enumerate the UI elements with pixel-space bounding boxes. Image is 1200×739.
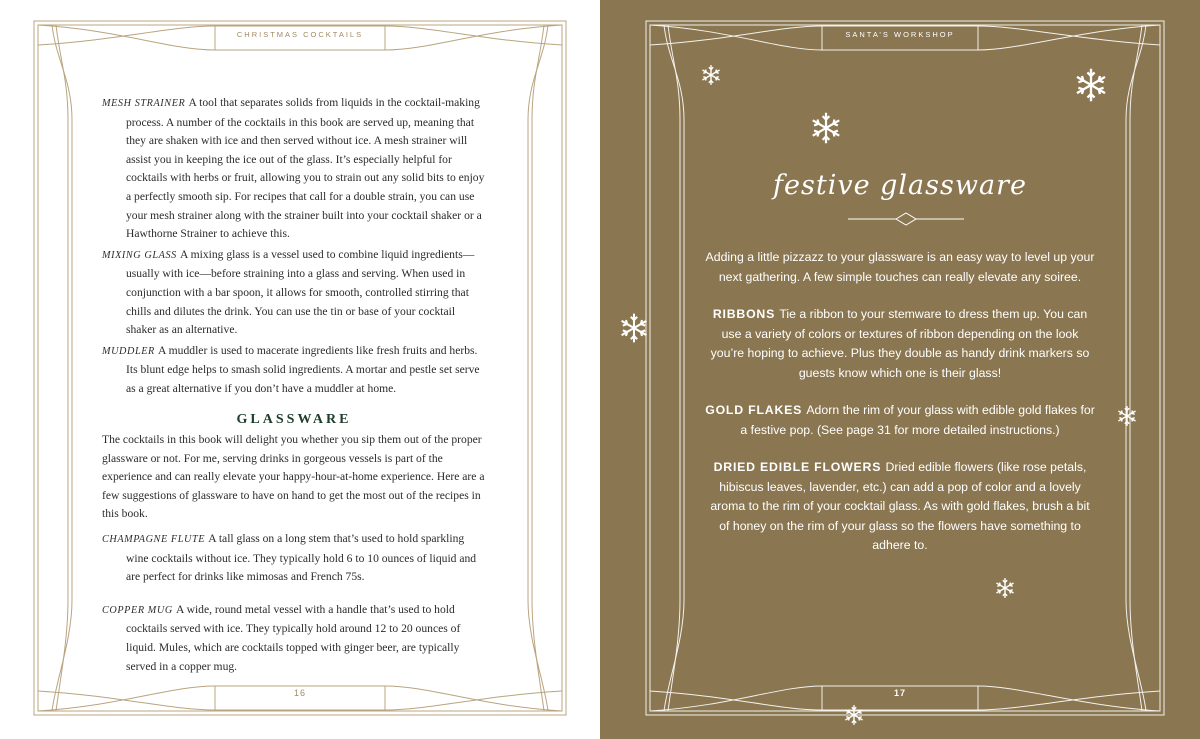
section-heading-glassware: GLASSWARE (236, 411, 352, 427)
right-body (705, 248, 1095, 574)
snowflake-icon (809, 111, 843, 145)
glossary-text: A tall glass on a long stem that’s used to hold sparkling wine cocktails without ice. They typically hold 6 to 10 ounces of liquid and are perfect for drinks like mimosas and French 75s. (126, 532, 477, 584)
running-head: SANTA’S WORKSHOP (845, 30, 955, 39)
glossary-term: MESH STRAINER (102, 98, 189, 109)
glossary-term: MUDDLER (102, 345, 159, 357)
running-head: CHRISTMAS COCKTAILS (236, 30, 364, 39)
left-body (102, 94, 486, 678)
tip-paragraph (705, 401, 1095, 440)
snowflake-icon (994, 577, 1016, 599)
page-number: 16 (293, 688, 306, 698)
snowflake-icon (1073, 67, 1109, 103)
glossary-entry (102, 246, 486, 340)
tip-text: Tie a ribbon to your stemware to dress them up. You can use a variety of colors or textures of ribbon depending on the look you’re hoping to achieve. Plus they double as handy drink markers so guests know which one is their glass! (710, 307, 1090, 380)
snowflake-icon (1116, 405, 1138, 427)
glossary-term: MIXING GLASS (102, 249, 180, 261)
glossary-text: A tool that separates solids from liquids in the cocktail-making process. A number of the cocktails in this book are served up, meaning that they are shaken with ice and then served without ice. A mesh strainer will assist you in keeping the ice out of the glass. It’s especially helpful for cocktails with herbs or fruit, allowing you to strain out any solid bits to enjoy a perfectly smooth sip. For recipes that call for a double strain, you can use your mesh strainer along with the strainer built into your cocktail shaker or a Hawthorne Strainer to achieve this. (126, 96, 485, 241)
page-number: 17 (893, 688, 906, 698)
tip-title: DRIED EDIBLE FLOWERS (713, 460, 886, 474)
tip-paragraph (705, 305, 1095, 383)
tip-title: GOLD FLAKES (705, 403, 807, 417)
diamond-divider-icon (848, 212, 964, 226)
snowflake-icon (700, 64, 722, 86)
glossary-entry (102, 601, 486, 676)
glossary-term: CHAMPAGNE FLUTE (102, 534, 209, 546)
glossary-entry (102, 530, 486, 587)
tip-paragraph (705, 458, 1095, 556)
tip-text: Dried edible flowers (like rose petals, hibiscus leaves, lavender, etc.) can add a pop of color and a lovely aroma to the rim of your cocktail glass. As with gold flakes, brush a bit of honey on the rim of your glass so the flowers have something to adhere to. (710, 460, 1090, 552)
page-title: festive glassware (773, 170, 1027, 201)
snowflake-icon (618, 312, 650, 344)
spacer (102, 589, 486, 601)
glossary-text: A wide, round metal vessel with a handle that’s used to hold cocktails served with ice. They typically hold around 12 to 20 ounces of liquid. Mules, which are cocktails topped with ginger beer, are typically served in a copper mug. (126, 602, 461, 673)
glossary-entry (102, 342, 486, 399)
glossary-text: A muddler is used to macerate ingredients like fresh fruits and herbs. Its blunt edge helps to smash solid ingredients. A mortar and pestle set serve as a great alternative if you don’t have a muddler at home. (126, 343, 480, 395)
snowflake-icon (843, 704, 865, 726)
tip-title: RIBBONS (712, 307, 780, 321)
glossary-term: COPPER MUG (102, 604, 176, 616)
tip-text: Adorn the rim of your glass with edible gold flakes for a festive pop. (See page 31 for more detailed instructions.) (740, 403, 1095, 437)
intro-paragraph: Adding a little pizzazz to your glassware is an easy way to level up your next gathering. A few simple touches can really elevate any soiree. (705, 250, 1095, 284)
glassware-intro: The cocktails in this book will delight you whether you sip them out of the proper glassware or not. For me, serving drinks in gorgeous vessels is part of the experience and can really elevate your happy-hour-at-home experience. Here are a few suggestions of glassware to have on hand to get the most out of the recipes in this book. (102, 433, 485, 521)
glossary-text: A mixing glass is a vessel used to combine liquid ingredients—usually with ice—before straining into a glass and serving. When used in conjunction with a bar spoon, it allows for smooth, controlled stirring that chills and dilutes the drink. You can use the tin or base of your cocktail shaker as an alternative. (126, 247, 475, 337)
glossary-entry (102, 94, 486, 244)
right-page (600, 0, 1200, 739)
